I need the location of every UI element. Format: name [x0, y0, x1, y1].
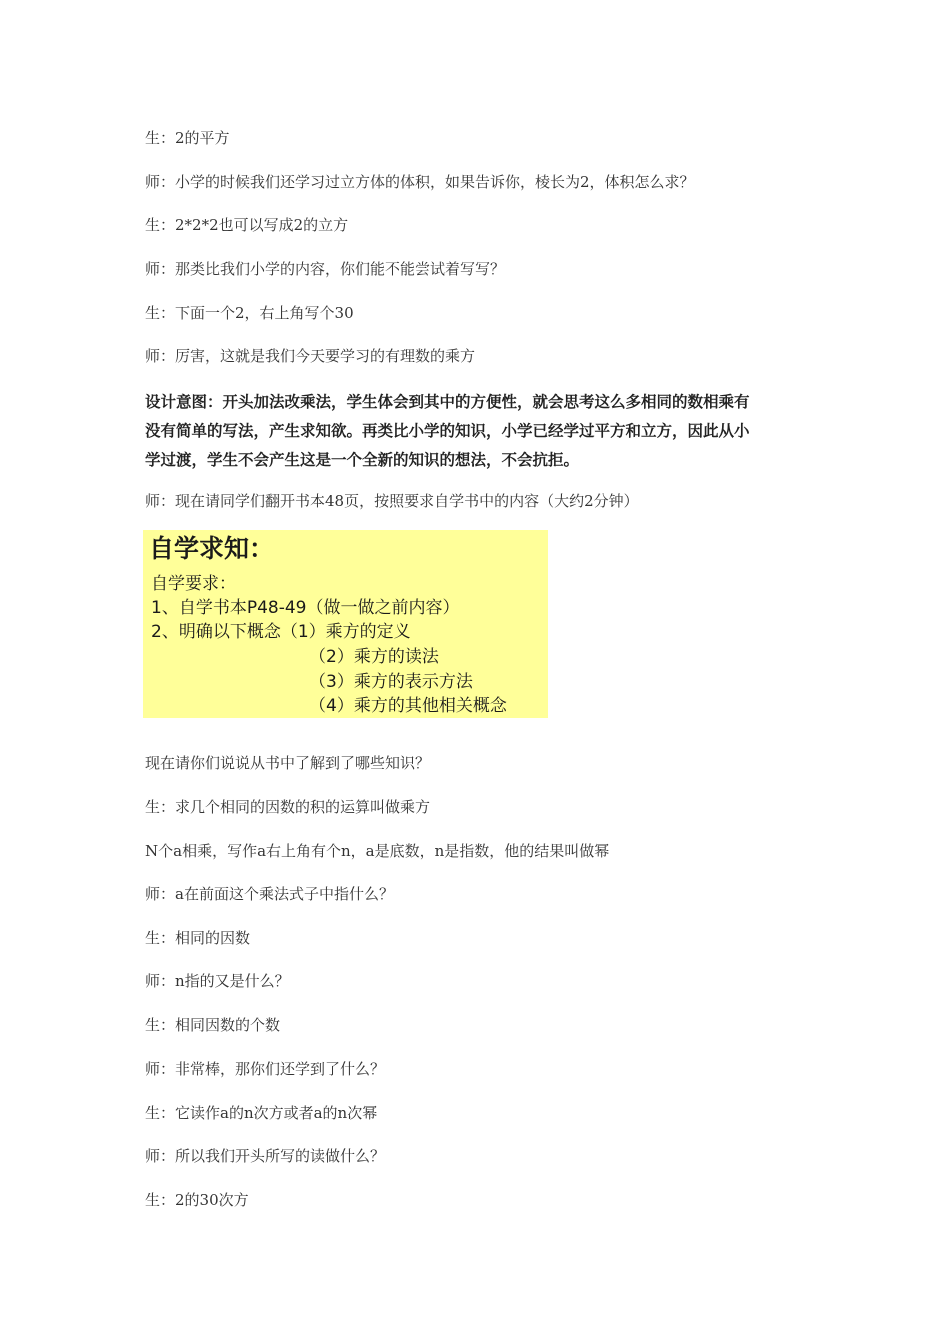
dialogue-line: 师：n指的又是什么？ [145, 972, 290, 990]
dialogue-line: 生：下面一个2，右上角写个30 [145, 304, 354, 322]
dialogue-line: 师：那类比我们小学的内容，你们能不能尝试着写写？ [145, 260, 506, 278]
box-item: 2、明确以下概念（1）乘方的定义 [151, 622, 411, 642]
box-requirements-label: 自学要求： [151, 574, 236, 594]
dialogue-line: 师：所以我们开头所写的读做什么？ [145, 1147, 386, 1165]
design-intent [145, 388, 810, 475]
self-study-box [143, 530, 548, 718]
box-title: 自学求知： [149, 534, 275, 563]
dialogue-line: N个a相乘，写作a右上角有个n，a是底数，n是指数，他的结果叫做幂 [145, 842, 610, 860]
dialogue-line: 师：厉害，这就是我们今天要学习的有理数的乘方 [145, 347, 476, 365]
dialogue-line: 生：相同的因数 [145, 929, 251, 947]
box-item: （3）乘方的表示方法 [309, 672, 473, 692]
box-item: （2）乘方的读法 [309, 647, 439, 667]
box-item: （4）乘方的其他相关概念 [309, 696, 507, 716]
dialogue-line: 生：2的平方 [145, 129, 230, 147]
dialogue-line: 师：小学的时候我们还学习过立方体的体积，如果告诉你，棱长为2，体积怎么求？ [145, 173, 695, 191]
dialogue-line: 生：2*2*2也可以写成2的立方 [145, 216, 349, 234]
dialogue-line: 师：非常棒，那你们还学到了什么？ [145, 1060, 386, 1078]
dialogue-line: 现在请你们说说从书中了解到了哪些知识？ [145, 754, 431, 772]
design-intent-line: 设计意图：开头加法改乘法，学生体会到其中的方便性，就会思考这么多相同的数相乘有 [145, 393, 750, 411]
design-intent-line: 没有简单的写法，产生求知欲。再类比小学的知识，小学已经学过平方和立方，因此从小 [145, 422, 750, 440]
dialogue-line: 生：2的30次方 [145, 1191, 249, 1209]
instruction-line: 师：现在请同学们翻开书本48页，按照要求自学书中的内容（大约2分钟） [145, 492, 639, 510]
dialogue-line: 生：求几个相同的因数的积的运算叫做乘方 [145, 798, 431, 816]
dialogue-line: 生：相同因数的个数 [145, 1016, 281, 1034]
design-intent-line: 学过渡，学生不会产生这是一个全新的知识的想法，不会抗拒。 [145, 451, 580, 469]
dialogue-line: 生：它读作a的n次方或者a的n次幂 [145, 1104, 378, 1122]
box-item: 1、自学书本P48-49（做一做之前内容） [151, 598, 460, 618]
dialogue-line: 师：a在前面这个乘法式子中指什么？ [145, 885, 394, 903]
